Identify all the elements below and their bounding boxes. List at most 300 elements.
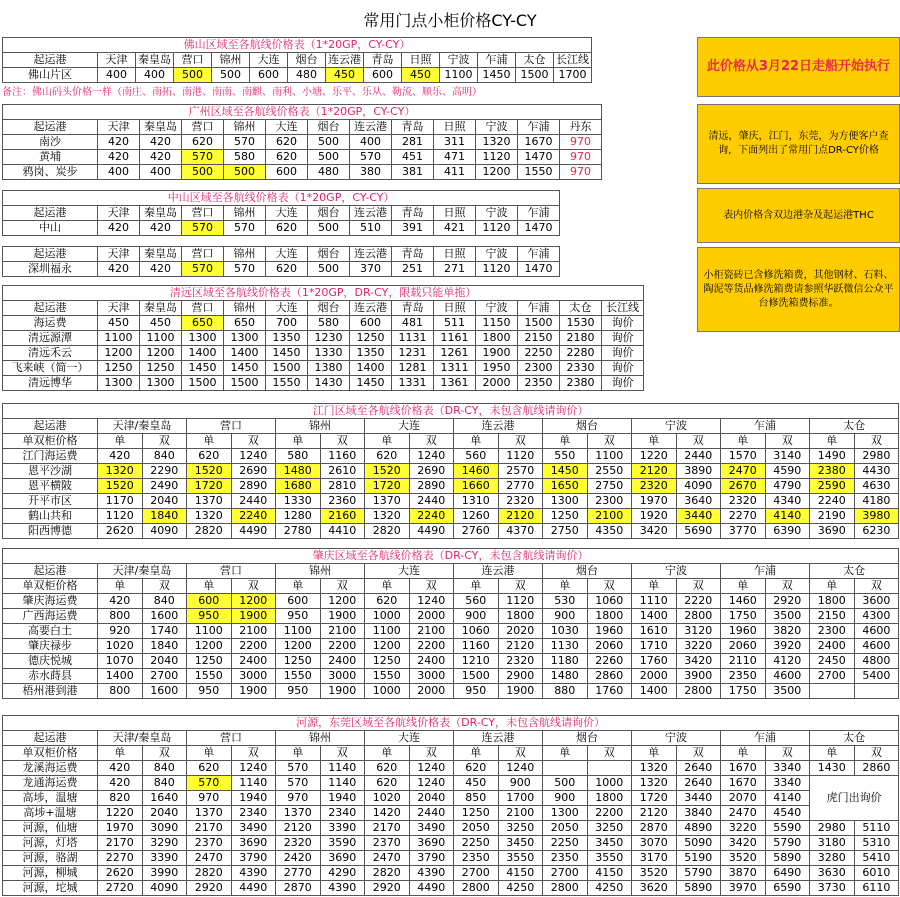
column-header: 连云港: [350, 247, 392, 262]
price-cell: 2370: [365, 836, 410, 851]
price-cell: 3000: [409, 669, 454, 684]
price-cell: 650: [224, 316, 266, 331]
price-cell: 3500: [765, 684, 810, 699]
price-cell: 4600: [765, 669, 810, 684]
price-cell: 450: [402, 68, 440, 83]
price-cell: 450: [140, 316, 182, 331]
single-header: 单: [721, 746, 766, 761]
price-cell: 500: [308, 150, 350, 165]
price-cell: 3440: [676, 509, 721, 524]
price-cell: 1370: [365, 494, 410, 509]
price-cell: 2280: [560, 346, 602, 361]
single-header: 单: [543, 579, 588, 594]
column-header: 宁波: [440, 53, 478, 68]
price-cell: 2780: [276, 524, 321, 539]
column-header: 锦州: [224, 120, 266, 135]
price-cell: 450: [454, 776, 499, 791]
price-cell: 950: [187, 609, 232, 624]
price-cell: 2890: [231, 479, 276, 494]
price-cell: 420: [98, 221, 140, 236]
price-cell: 1800: [587, 791, 632, 806]
price-cell: 2380: [810, 464, 855, 479]
price-cell: 3290: [142, 836, 187, 851]
double-header: 双: [587, 579, 632, 594]
price-cell: 4590: [765, 464, 810, 479]
price-cell: 1200: [320, 594, 365, 609]
price-cell: 2870: [632, 821, 677, 836]
price-cell: 2040: [142, 806, 187, 821]
column-header: 日照: [434, 301, 476, 316]
column-header: 秦皇岛: [140, 301, 182, 316]
row-label: 赤水蒔县: [3, 669, 98, 684]
price-cell: 4630: [854, 479, 899, 494]
table-title: 中山区域至各航线价格表（1*20GP，CY-CY）: [3, 191, 560, 206]
port-header: 营口: [187, 419, 276, 434]
price-cell: 3120: [676, 624, 721, 639]
table-row: [3, 68, 592, 83]
price-cell: 2700: [543, 866, 588, 881]
column-header: 起运港: [3, 53, 98, 68]
column-header: 太仓: [516, 53, 554, 68]
price-cell: 1110: [632, 594, 677, 609]
price-cell: 480: [288, 68, 326, 83]
price-cell: 1100: [440, 68, 478, 83]
table-title: 肇庆区域至各航线价格表（DR-CY，未包含航线请询价）: [3, 549, 899, 564]
double-header: 双: [765, 746, 810, 761]
price-cell: 500: [308, 262, 350, 277]
price-cell: 1450: [224, 361, 266, 376]
price-cell: 1240: [498, 761, 543, 776]
price-cell: 400: [136, 68, 174, 83]
price-cell: 1640: [142, 791, 187, 806]
double-header: 双: [498, 746, 543, 761]
price-cell: 2400: [320, 654, 365, 669]
price-cell: 1240: [409, 761, 454, 776]
price-cell: 1740: [142, 624, 187, 639]
table-row: [3, 639, 899, 654]
column-header: 乍浦: [518, 247, 560, 262]
double-header: 双: [231, 746, 276, 761]
price-cell: 2700: [810, 669, 855, 684]
column-header: 乍浦: [518, 120, 560, 135]
column-header: 单双柜价格: [3, 434, 98, 449]
table-title: 佛山区域至各航线价格表（1*20GP，CY-CY）: [3, 38, 592, 53]
price-cell: 2340: [320, 806, 365, 821]
price-cell: 2340: [231, 806, 276, 821]
price-cell: 380: [350, 165, 392, 180]
price-cell: 500: [212, 68, 250, 83]
price-cell: 1210: [454, 654, 499, 669]
price-cell: 620: [365, 594, 410, 609]
row-label: 高要白土: [3, 624, 98, 639]
price-cell: 411: [434, 165, 476, 180]
table-row: [3, 684, 899, 699]
double-header: 双: [765, 434, 810, 449]
price-cell: 3000: [231, 669, 276, 684]
table-row: [3, 806, 899, 821]
single-header: 单: [721, 579, 766, 594]
foshan-note: 备注：佛山码头价格一样（南庄、南拓、南港、南南、南麒、南利、小塘、乐平、乐从、勒流、顺乐、高明）: [2, 87, 482, 98]
double-header: 双: [587, 434, 632, 449]
price-cell: 2190: [810, 509, 855, 524]
price-cell: 3140: [765, 449, 810, 464]
price-cell: 5110: [854, 821, 899, 836]
table-row: [3, 165, 602, 180]
price-cell: 1900: [476, 346, 518, 361]
port-header: 连云港: [454, 564, 543, 579]
price-cell: 3500: [765, 609, 810, 624]
price-cell: 1500: [182, 376, 224, 391]
price-cell: 1320: [187, 509, 232, 524]
price-cell: 3450: [498, 836, 543, 851]
price-cell: 1920: [632, 509, 677, 524]
price-cell: 3630: [810, 866, 855, 881]
price-cell: 400: [98, 165, 140, 180]
price-cell: 370: [350, 262, 392, 277]
price-cell: 1281: [392, 361, 434, 376]
price-cell: 2900: [498, 669, 543, 684]
row-label: 阳西博德: [3, 524, 98, 539]
port-header: 宁波: [632, 419, 721, 434]
row-label: 广西海运费: [3, 609, 98, 624]
column-header: 连云港: [326, 53, 364, 68]
column-header: 长江线: [602, 301, 644, 316]
price-cell: 421: [434, 221, 476, 236]
price-cell: 询价: [602, 346, 644, 361]
price-cell: 1400: [350, 361, 392, 376]
row-label: 佛山片区: [3, 68, 98, 83]
price-cell: 1550: [187, 669, 232, 684]
price-cell: 1200: [365, 639, 410, 654]
price-cell: 2890: [409, 479, 454, 494]
double-header: 双: [765, 579, 810, 594]
price-cell: 2470: [365, 851, 410, 866]
port-header: 太仓: [810, 564, 899, 579]
double-header: 双: [409, 434, 454, 449]
price-cell: 1800: [476, 331, 518, 346]
price-cell: 4490: [231, 524, 276, 539]
price-cell: 3420: [721, 836, 766, 851]
price-cell: 4540: [765, 806, 810, 821]
price-table-guangzhou: [2, 104, 602, 180]
price-cell: 1470: [518, 150, 560, 165]
price-cell: 400: [140, 165, 182, 180]
column-header: 起运港: [3, 731, 98, 746]
double-header: 双: [142, 746, 187, 761]
price-cell: 1200: [187, 639, 232, 654]
single-header: 单: [187, 746, 232, 761]
price-cell: 570: [182, 262, 224, 277]
price-cell: 4140: [765, 509, 810, 524]
price-cell: 1250: [454, 806, 499, 821]
price-cell: 1550: [276, 669, 321, 684]
table-row: [3, 776, 899, 791]
column-header: 营口: [182, 206, 224, 221]
column-header: 营口: [174, 53, 212, 68]
price-cell: 2040: [409, 791, 454, 806]
price-cell: 4150: [587, 866, 632, 881]
price-cell: 4290: [320, 866, 365, 881]
price-cell: 3520: [721, 851, 766, 866]
column-header: 烟台: [308, 247, 350, 262]
price-cell: 1300: [543, 494, 588, 509]
price-cell: 2220: [676, 594, 721, 609]
column-header: 青岛: [392, 301, 434, 316]
price-cell: 1720: [632, 791, 677, 806]
double-header: 双: [142, 579, 187, 594]
price-cell: 2980: [854, 449, 899, 464]
table-row: [3, 609, 899, 624]
price-cell: 1000: [587, 776, 632, 791]
column-header: 锦州: [212, 53, 250, 68]
table-row: [3, 135, 602, 150]
price-cell: 1250: [276, 654, 321, 669]
price-cell: 2570: [498, 464, 543, 479]
price-cell: 3520: [632, 866, 677, 881]
row-label: 河源，柳城: [3, 866, 98, 881]
price-cell: 3790: [409, 851, 454, 866]
price-cell: 2400: [231, 654, 276, 669]
page-title: 常用门点小柜价格CY-CY: [363, 11, 537, 30]
row-label: 河源，坨城: [3, 881, 98, 896]
port-header: 锦州: [276, 564, 365, 579]
price-cell: 1520: [187, 464, 232, 479]
price-cell: 1550: [266, 376, 308, 391]
row-label: 深圳福永: [3, 262, 98, 277]
price-cell: 3790: [231, 851, 276, 866]
column-header: 单双柜价格: [3, 579, 98, 594]
price-cell: 1600: [142, 609, 187, 624]
price-cell: 4390: [231, 866, 276, 881]
price-cell: 3220: [721, 821, 766, 836]
single-header: 单: [454, 434, 499, 449]
price-cell: 2120: [498, 509, 543, 524]
price-cell: 450: [326, 68, 364, 83]
price-cell: 1760: [587, 684, 632, 699]
price-cell: 询价: [602, 316, 644, 331]
price-cell: 3920: [765, 639, 810, 654]
price-cell: 2750: [587, 479, 632, 494]
double-header: 双: [231, 434, 276, 449]
price-cell: 620: [266, 262, 308, 277]
price-cell: 1610: [632, 624, 677, 639]
price-cell: 2240: [231, 509, 276, 524]
price-cell: 1131: [392, 331, 434, 346]
double-header: 双: [676, 434, 721, 449]
price-cell: 2800: [676, 684, 721, 699]
price-cell: 2120: [276, 821, 321, 836]
column-header: 营口: [182, 301, 224, 316]
price-cell: 1800: [587, 609, 632, 624]
price-cell: 1100: [276, 624, 321, 639]
price-table-jiangmen: [2, 403, 899, 539]
price-cell: 1900: [231, 609, 276, 624]
price-cell: 840: [142, 449, 187, 464]
single-header: 单: [98, 746, 143, 761]
price-cell: 1350: [266, 331, 308, 346]
price-cell: 620: [182, 135, 224, 150]
price-cell: 1570: [721, 449, 766, 464]
price-cell: 271: [434, 262, 476, 277]
price-cell: 451: [392, 150, 434, 165]
price-cell: 950: [187, 684, 232, 699]
price-cell: 1310: [454, 494, 499, 509]
price-cell: 1240: [231, 761, 276, 776]
price-cell: 311: [434, 135, 476, 150]
price-cell: 2470: [187, 851, 232, 866]
price-cell: 1500: [454, 669, 499, 684]
column-header: 乍浦: [518, 301, 560, 316]
price-cell: 391: [392, 221, 434, 236]
price-cell: 1260: [454, 509, 499, 524]
price-cell: 4490: [231, 881, 276, 896]
column-header: 秦皇岛: [140, 247, 182, 262]
price-cell: 1450: [478, 68, 516, 83]
column-header: 青岛: [392, 247, 434, 262]
price-cell: 4490: [409, 524, 454, 539]
column-header: 烟台: [308, 301, 350, 316]
table-row: [3, 594, 899, 609]
price-cell: 4140: [765, 791, 810, 806]
price-cell: 1250: [365, 654, 410, 669]
price-cell: 1330: [276, 494, 321, 509]
price-cell: 2000: [632, 669, 677, 684]
price-table-shenzhen: [2, 246, 560, 277]
price-cell: 2550: [587, 464, 632, 479]
single-header: 单: [365, 579, 410, 594]
price-cell: 1240: [409, 449, 454, 464]
column-header: 宁波: [476, 247, 518, 262]
row-label: 中山: [3, 221, 98, 236]
price-cell: 2690: [409, 464, 454, 479]
price-cell: 询价: [602, 376, 644, 391]
price-cell: 1720: [365, 479, 410, 494]
price-cell: 900: [543, 791, 588, 806]
price-cell: 1120: [476, 221, 518, 236]
table-row: [3, 669, 899, 684]
price-cell: 6490: [765, 866, 810, 881]
price-cell: 880: [543, 684, 588, 699]
price-cell: 3000: [320, 669, 365, 684]
price-cell: 4300: [854, 609, 899, 624]
price-cell: 1480: [276, 464, 321, 479]
price-cell: 3420: [676, 654, 721, 669]
price-cell: 2000: [409, 609, 454, 624]
column-header: 太仓: [560, 301, 602, 316]
price-cell: 3690: [231, 836, 276, 851]
price-cell: 3340: [765, 761, 810, 776]
price-cell: 1550: [365, 669, 410, 684]
price-cell: 3420: [632, 524, 677, 539]
price-cell: 620: [266, 221, 308, 236]
price-cell: 2040: [142, 494, 187, 509]
price-cell: 1220: [632, 449, 677, 464]
column-header: 宁波: [476, 120, 518, 135]
price-cell: 700: [266, 316, 308, 331]
single-header: 单: [454, 579, 499, 594]
price-cell: 1800: [810, 594, 855, 609]
price-cell: 2820: [365, 524, 410, 539]
price-cell: 2690: [231, 464, 276, 479]
table-row: [3, 331, 644, 346]
port-header: 大连: [365, 419, 454, 434]
price-cell: 1320: [632, 761, 677, 776]
price-cell: 2350: [543, 851, 588, 866]
price-cell: 4250: [498, 881, 543, 896]
price-cell: 2800: [543, 881, 588, 896]
price-cell: 4600: [854, 639, 899, 654]
price-table-zhaoqing: [2, 548, 899, 699]
price-cell: 4370: [498, 524, 543, 539]
table-row: [3, 464, 899, 479]
price-cell: 3390: [142, 851, 187, 866]
price-cell: 620: [365, 449, 410, 464]
column-header: 烟台: [308, 120, 350, 135]
price-cell: 970: [560, 150, 602, 165]
single-header: 单: [810, 746, 855, 761]
price-cell: 1300: [98, 376, 140, 391]
price-cell: 5590: [765, 821, 810, 836]
price-cell: 2120: [498, 639, 543, 654]
column-header: 烟台: [308, 206, 350, 221]
price-cell: 5890: [676, 881, 721, 896]
single-header: 单: [632, 434, 677, 449]
price-cell: 2810: [320, 479, 365, 494]
price-cell: 2270: [721, 509, 766, 524]
port-header: 烟台: [543, 419, 632, 434]
port-header: 锦州: [276, 419, 365, 434]
price-cell: 381: [392, 165, 434, 180]
table-row: [3, 262, 560, 277]
price-cell: 1160: [320, 449, 365, 464]
price-cell: 800: [98, 609, 143, 624]
price-cell: 1430: [308, 376, 350, 391]
port-header: 锦州: [276, 731, 365, 746]
price-cell: 1140: [320, 761, 365, 776]
double-header: 双: [587, 746, 632, 761]
price-cell: 1710: [632, 639, 677, 654]
price-cell: 970: [560, 165, 602, 180]
price-cell: 4410: [320, 524, 365, 539]
price-cell: 3490: [409, 821, 454, 836]
price-cell: 1950: [476, 361, 518, 376]
row-label: 鹤山共和: [3, 509, 98, 524]
price-cell: 1120: [476, 262, 518, 277]
price-cell: 2060: [721, 639, 766, 654]
price-cell: 3620: [632, 881, 677, 896]
price-cell: 1300: [140, 376, 182, 391]
price-cell: 2800: [454, 881, 499, 896]
price-cell: 1400: [632, 684, 677, 699]
price-cell: 1311: [434, 361, 476, 376]
price-cell: 620: [365, 761, 410, 776]
price-cell: 1200: [140, 346, 182, 361]
port-header: 天津/秦皇岛: [98, 564, 187, 579]
price-cell: 420: [98, 150, 140, 165]
price-cell: 4890: [676, 821, 721, 836]
price-cell: 询价: [602, 361, 644, 376]
price-cell: 2250: [454, 836, 499, 851]
price-cell: 4390: [320, 881, 365, 896]
price-cell: 2420: [276, 851, 321, 866]
price-cell: 2120: [632, 464, 677, 479]
price-cell: 550: [543, 449, 588, 464]
price-cell: 570: [276, 776, 321, 791]
table-row: [3, 449, 899, 464]
price-cell: 1940: [320, 791, 365, 806]
port-header: 连云港: [454, 731, 543, 746]
price-cell: 1840: [142, 639, 187, 654]
